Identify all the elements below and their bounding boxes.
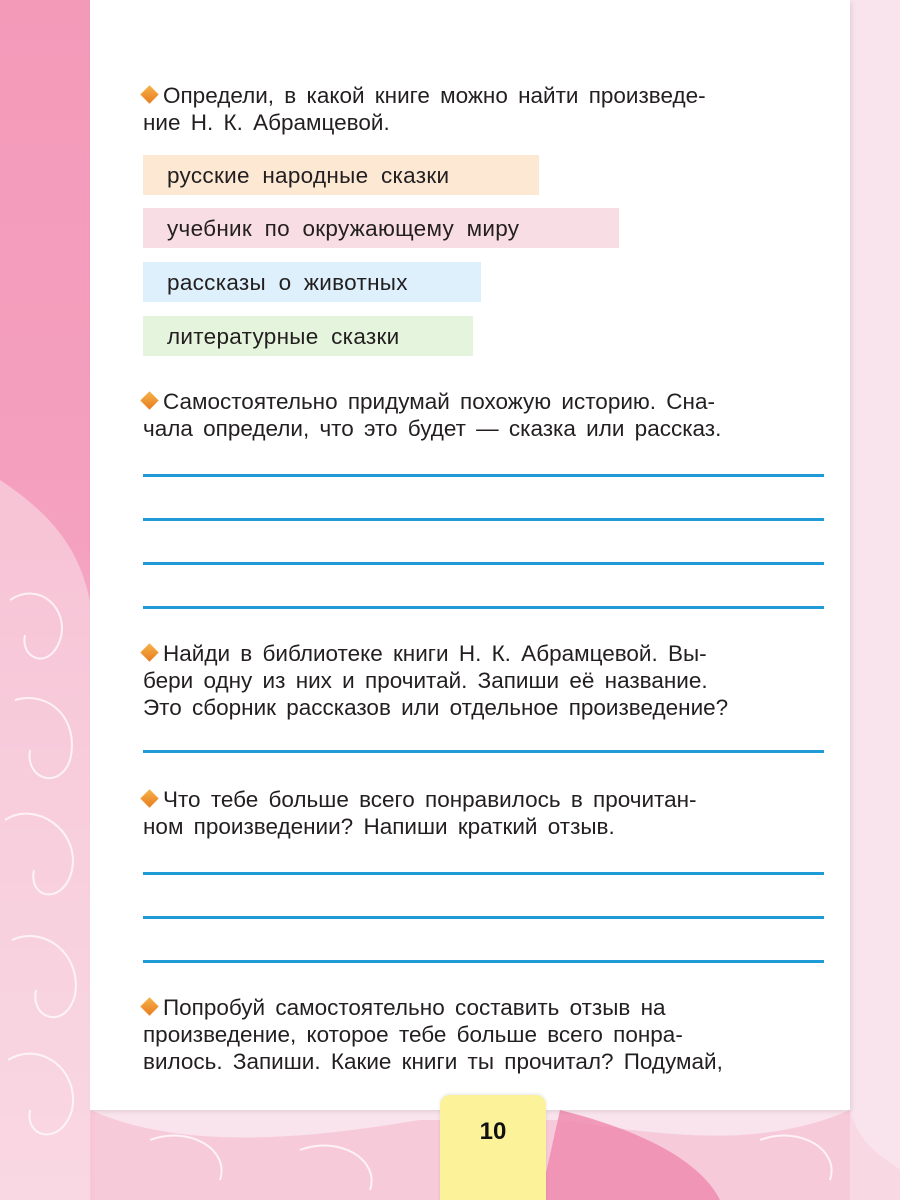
- task-2-line-1: Самостоятельно придумай похожую историю. Сна-: [143, 388, 823, 415]
- task-1-line-2: ние Н. К. Абрамцевой.: [143, 110, 390, 135]
- writing-line[interactable]: [143, 474, 824, 477]
- writing-line[interactable]: [143, 916, 824, 919]
- answer-option-russian-folk-tales[interactable]: русские народные сказки: [143, 155, 539, 195]
- answer-option-nature-textbook[interactable]: учебник по окружающему миру: [143, 208, 619, 248]
- orange-diamond-icon: [140, 85, 158, 103]
- task-2-line-2: чала определи, что это будет — сказка или рассказ.: [143, 416, 722, 441]
- page-number: 10: [479, 1118, 507, 1145]
- writing-line[interactable]: [143, 562, 824, 565]
- writing-line[interactable]: [143, 872, 824, 875]
- task-4-line-1: Что тебе больше всего понравилось в прочитан-: [143, 786, 823, 813]
- orange-diamond-icon: [140, 789, 158, 807]
- orange-diamond-icon: [140, 391, 158, 409]
- task-3-line-3: Это сборник рассказов или отдельное произведение?: [143, 695, 729, 720]
- task-3: [143, 640, 823, 721]
- task-2: [143, 388, 823, 442]
- task-1: [143, 82, 823, 136]
- task-5-line-3: вилось. Запиши. Какие книги ты прочитал? Подумай,: [143, 1049, 723, 1074]
- writing-line[interactable]: [143, 606, 824, 609]
- task-4-line-2: ном произведении? Напиши краткий отзыв.: [143, 814, 615, 839]
- writing-line[interactable]: [143, 518, 824, 521]
- task-5: [143, 994, 823, 1075]
- writing-line[interactable]: [143, 750, 824, 753]
- task-3-line-2: бери одну из них и прочитай. Запиши её название.: [143, 668, 708, 693]
- task-4: [143, 786, 823, 840]
- task-3-line-1: Найди в библиотеке книги Н. К. Абрамцевой. Вы-: [143, 640, 823, 667]
- orange-diamond-icon: [140, 997, 158, 1015]
- page-number-tab: [440, 1095, 546, 1200]
- answer-option-literary-tales[interactable]: литературные сказки: [143, 316, 473, 356]
- orange-diamond-icon: [140, 643, 158, 661]
- task-5-line-2: произведение, которое тебе больше всего понра-: [143, 1022, 683, 1047]
- answer-option-animal-stories[interactable]: рассказы о животных: [143, 262, 481, 302]
- task-5-line-1: Попробуй самостоятельно составить отзыв на: [143, 994, 823, 1021]
- task-1-line-1: Определи, в какой книге можно найти произведе-: [143, 82, 823, 109]
- writing-line[interactable]: [143, 960, 824, 963]
